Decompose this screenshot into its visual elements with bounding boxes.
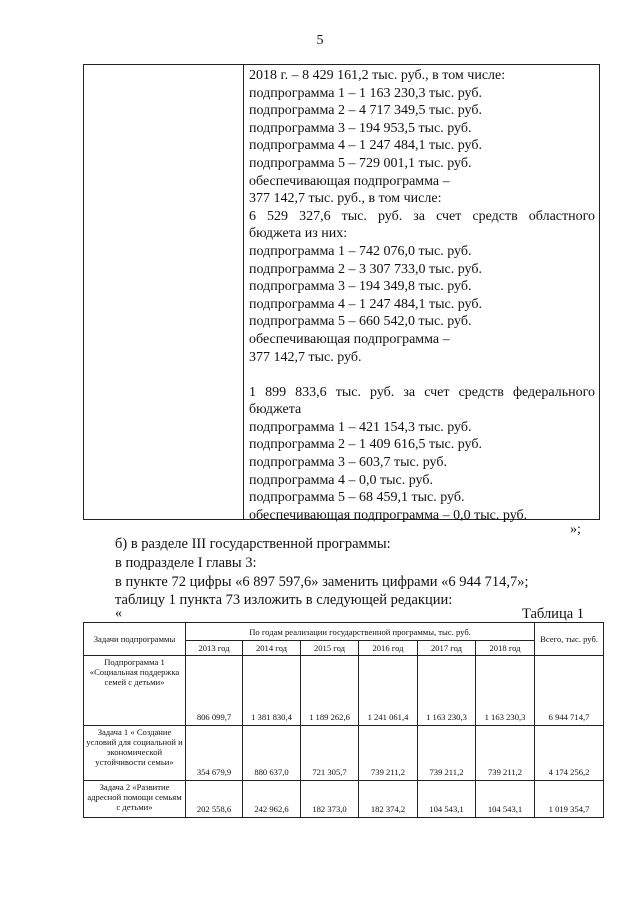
row-year-value: 1 163 230,3 — [476, 656, 535, 726]
header-year: 2018 год — [476, 641, 535, 656]
funding-line: подпрограмма 1 – 421 154,3 тыс. руб. — [249, 419, 472, 435]
header-year: 2017 год — [418, 641, 476, 656]
paragraph-point-72: в пункте 72 цифры «6 897 597,6» заменить цифрами «6 944 714,7»; — [115, 574, 529, 590]
funding-line: подпрограмма 3 – 603,7 тыс. руб. — [249, 455, 447, 471]
funding-line: подпрограмма 4 – 1 247 484,1 тыс. руб. — [249, 138, 482, 154]
row-year-value: 739 211,2 — [418, 726, 476, 781]
row-task-name: Задача 1 « Создание условий для социальной и экономической устойчивости семьи» — [84, 726, 186, 781]
header-years-group: По годам реализации государственной программы, тыс. руб. — [186, 623, 535, 641]
funding-line: подпрограмма 2 – 3 307 733,0 тыс. руб. — [249, 261, 482, 277]
funding-details — [249, 67, 595, 524]
row-year-value: 880 637,0 — [243, 726, 301, 781]
row-year-value: 182 373,0 — [301, 781, 359, 818]
funding-line: 6 529 327,6 тыс. руб. за счет средств областного — [249, 208, 595, 224]
row-year-value: 1 189 262,6 — [301, 656, 359, 726]
funding-line: подпрограмма 1 – 1 163 230,3 тыс. руб. — [249, 85, 482, 101]
row-total-value: 6 944 714,7 — [535, 656, 604, 726]
funding-table — [83, 64, 600, 523]
row-year-value: 806 099,7 — [186, 656, 243, 726]
row-year-value: 242 962,6 — [243, 781, 301, 818]
funding-line: обеспечивающая подпрограмма – — [249, 173, 450, 189]
funding-line: подпрограмма 3 – 194 349,8 тыс. руб. — [249, 279, 472, 295]
paragraph-section-iii: б) в разделе III государственной программы: — [115, 536, 391, 552]
row-year-value: 721 305,7 — [301, 726, 359, 781]
column-divider — [243, 65, 244, 519]
funding-line: подпрограмма 4 – 0,0 тыс. руб. — [249, 472, 433, 488]
funding-line — [249, 366, 595, 384]
row-task-name: Задача 2 «Развитие адресной помощи семьям с детьми» — [84, 781, 186, 818]
header-year: 2016 год — [359, 641, 418, 656]
funding-line: обеспечивающая подпрограмма – 0,0 тыс. руб. — [249, 507, 528, 523]
funding-line: 1 899 833,6 тыс. руб. за счет средств федерального — [249, 384, 595, 400]
opening-quote: « — [115, 606, 122, 621]
table-row — [84, 656, 604, 726]
table-title: Таблица 1 — [522, 606, 585, 622]
funding-line: подпрограмма 5 – 660 542,0 тыс. руб. — [249, 314, 472, 330]
funding-line: 377 142,7 тыс. руб., в том числе: — [249, 191, 442, 207]
header-year: 2014 год — [243, 641, 301, 656]
row-year-value: 739 211,2 — [476, 726, 535, 781]
header-tasks: Задачи подпрограммы — [84, 623, 186, 656]
funding-line: подпрограмма 2 – 4 717 349,5 тыс. руб. — [249, 103, 482, 119]
paragraph-table-instruction: таблицу 1 пункта 73 изложить в следующей редакции: — [115, 592, 453, 608]
row-year-value: 1 381 830,4 — [243, 656, 301, 726]
row-task-name: Подпрограмма 1 «Социальная поддержка семей с детьми» — [84, 656, 186, 726]
row-year-value: 354 679,9 — [186, 726, 243, 781]
funding-line: подпрограмма 5 – 729 001,1 тыс. руб. — [249, 155, 472, 171]
row-year-value: 1 163 230,3 — [418, 656, 476, 726]
row-year-value: 104 543,1 — [418, 781, 476, 818]
page-number: 5 — [316, 33, 324, 48]
paragraph-subsection: в подразделе I главы 3: — [115, 555, 257, 571]
funding-line: обеспечивающая подпрограмма – — [249, 331, 450, 347]
funding-line: 377 142,7 тыс. руб. — [249, 349, 362, 365]
funding-line: подпрограмма 2 – 1 409 616,5 тыс. руб. — [249, 437, 482, 453]
row-year-value: 182 374,2 — [359, 781, 418, 818]
funding-line: подпрограмма 5 – 68 459,1 тыс. руб. — [249, 490, 465, 506]
header-year: 2015 год — [301, 641, 359, 656]
row-year-value: 1 241 061,4 — [359, 656, 418, 726]
row-total-value: 4 174 256,2 — [535, 726, 604, 781]
header-total: Всего, тыс. руб. — [535, 623, 604, 656]
budget-table — [83, 622, 604, 818]
funding-line: бюджета из них: — [249, 226, 348, 242]
row-year-value: 739 211,2 — [359, 726, 418, 781]
funding-line: бюджета — [249, 402, 302, 418]
funding-line: 2018 г. – 8 429 161,2 тыс. руб., в том числе: — [249, 68, 506, 83]
funding-line: подпрограмма 1 – 742 076,0 тыс. руб. — [249, 243, 472, 259]
header-year: 2013 год — [186, 641, 243, 656]
table-row — [84, 781, 604, 818]
funding-line: подпрограмма 4 – 1 247 484,1 тыс. руб. — [249, 296, 482, 312]
row-year-value: 202 558,6 — [186, 781, 243, 818]
row-total-value: 1 019 354,7 — [535, 781, 604, 818]
funding-line: подпрограмма 3 – 194 953,5 тыс. руб. — [249, 120, 472, 136]
closing-quote: »; — [570, 522, 581, 537]
table-row — [84, 726, 604, 781]
row-year-value: 104 543,1 — [476, 781, 535, 818]
